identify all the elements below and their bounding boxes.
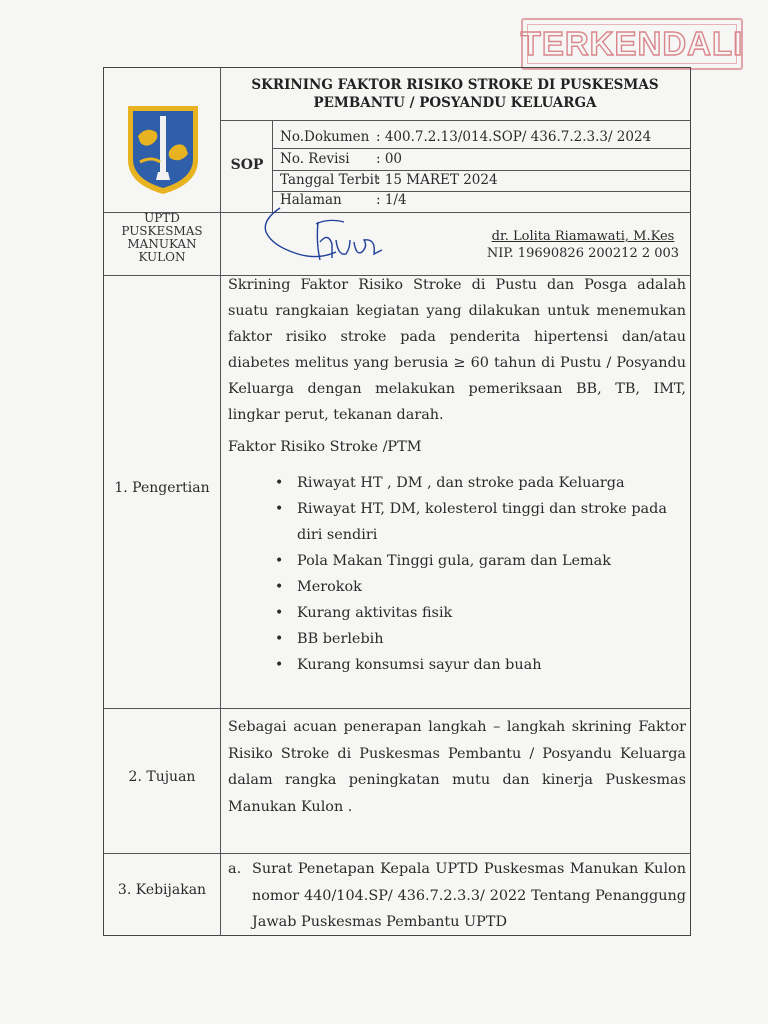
tujuan-paragraph: Sebagai acuan penerapan langkah – langkah skrining Faktor Risiko Stroke di Puskesmas Pembantu / Posyandu Keluarga dalam rangka peningkatan mutu dan kinerja Puskesmas Manukan Kulon . [228,719,686,815]
signer-block [480,228,686,262]
meta-label: Tanggal Terbit [280,172,380,188]
institution-line: UPTD [144,211,180,225]
meta-value: : 1/4 [376,192,407,208]
section-label-kebijakan: 3. Kebijakan [117,882,207,898]
sop-label: SOP [230,157,264,173]
section-label-tujuan: 2. Tujuan [128,769,196,785]
column-divider [220,67,221,936]
stamp-text: TERKENDALI [520,25,744,62]
terkendali-stamp [521,18,743,70]
signer-name: dr. Lolita Riamawati, M.Kes [491,229,675,244]
handwritten-signature [258,202,388,268]
list-item: • Kurang konsumsi sayur dan buah [272,652,688,678]
meta-tanggal-terbit [280,172,498,188]
meta-value: : 00 [376,151,403,167]
list-item: • Pola Makan Tinggi gula, garam dan Lemak [272,548,688,574]
section-label-pengertian: 1. Pengertian [114,480,210,496]
meta-no-dokumen [280,129,651,145]
title-line-1: SKRINING FAKTOR RISIKO STROKE DI PUSKESMAS [251,77,659,93]
kebijakan-paragraph: Surat Penetapan Kepala UPTD Puskesmas Manukan Kulon nomor 440/104.SP/ 436.7.2.3.3/ 2022 Tentang Penanggung Jawab Puskesmas Pembantu UPTD [252,861,686,930]
risk-factor-subheading: Faktor Risiko Stroke /PTM [228,439,422,455]
institution-line: PUSKESMAS [121,224,203,238]
title-divider [220,120,691,121]
meta-rule-2 [272,170,691,171]
meta-value: : 15 MARET 2024 [376,172,498,188]
signer-nip: NIP. 19690826 200212 2 003 [486,246,680,261]
list-marker: a. [228,861,242,877]
kebijakan-item-a [228,856,686,936]
institution-name [104,212,220,264]
risk-factor-list [272,470,688,678]
city-emblem-logo [124,102,202,196]
list-item: • Riwayat HT, DM, kolesterol tinggi dan stroke pada diri sendiri [272,496,688,548]
title-line-2: PEMBANTU / POSYANDU KELUARGA [313,95,597,111]
section-rule-2 [103,853,691,854]
meta-rule-1 [272,148,691,149]
list-item: • Riwayat HT , DM , dan stroke pada Keluarga [272,470,688,496]
list-item: • Kurang aktivitas fisik [272,600,688,626]
document-title [222,76,688,112]
meta-label: No.Dokumen [280,129,370,145]
list-item: • Merokok [272,574,688,600]
section-rule-1 [103,708,691,709]
sop-divider [272,120,273,212]
institution-line: KULON [138,250,186,264]
meta-label: No. Revisi [280,151,350,167]
pengertian-paragraph: Skrining Faktor Risiko Stroke di Pustu dan Posga adalah suatu rangkaian kegiatan yang dilakukan untuk menemukan faktor risiko stroke pada penderita hipertensi dan/atau diabetes melitus yang berusia ≥ 60 tahun di Pustu / Posyandu Keluarga dengan melakukan pemeriksaan BB, TB, IMT, lingkar perut, tekanan darah. [228,277,686,423]
list-item: • BB berlebih [272,626,688,652]
meta-value: : 400.7.2.13/014.SOP/ 436.7.2.3.3/ 2024 [376,129,652,145]
meta-label: Halaman [280,192,342,208]
institution-line: MANUKAN [127,237,197,251]
meta-no-revisi [280,151,402,167]
